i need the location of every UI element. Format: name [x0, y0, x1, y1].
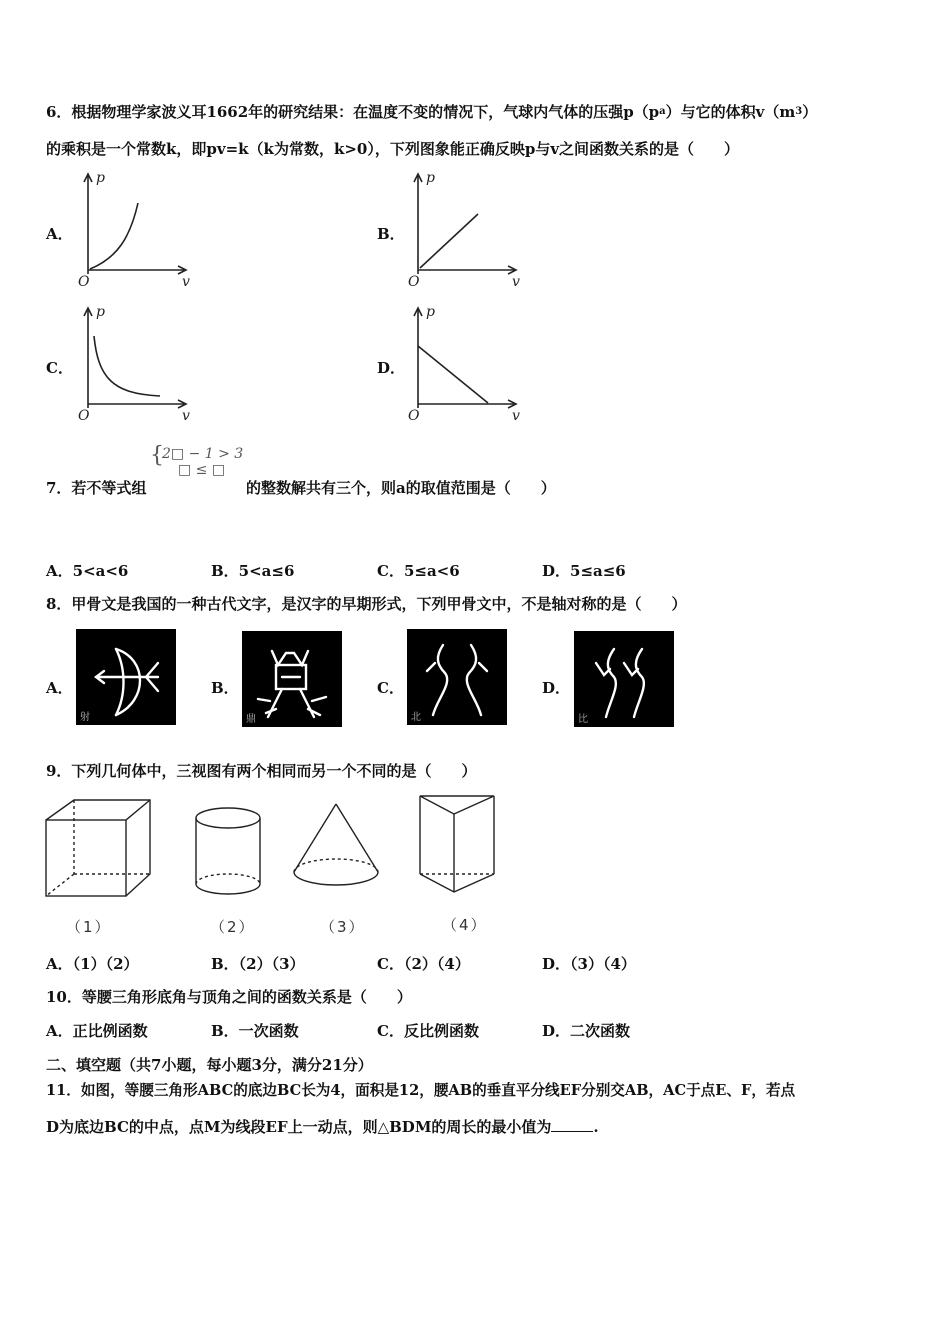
- svg-text:v: v: [512, 274, 520, 290]
- q10-option-b: B．一次函数: [211, 1022, 299, 1040]
- char-label-a: 射: [80, 712, 90, 723]
- q6-option-d-label: D．: [377, 359, 406, 377]
- oracle-image-bi: [574, 631, 674, 727]
- q8-stem: 8．甲骨文是我国的一种古代文字，是汉字的早期形式，下列甲骨文中，不是轴对称的是（ ）: [46, 595, 687, 613]
- q11-stem-line1: 11．如图，等腰三角形ABC的底边BC长为4，面积是12，腰AB的垂直平分线EF分别交AB，AC于点E、F，若点: [46, 1082, 796, 1099]
- svg-text:v: v: [512, 408, 520, 424]
- q9-option-c: C．（2）（4）: [377, 955, 470, 973]
- q10-option-c: C．反比例函数: [377, 1022, 479, 1040]
- q7-inequality-system: { 2□ − 1 > 3 □ ≤ □: [150, 443, 244, 478]
- svg-text:O: O: [408, 408, 420, 424]
- q6-option-a-label: A．: [46, 225, 73, 243]
- answer-blank[interactable]: [551, 1117, 593, 1132]
- q6-graph-b: [402, 168, 532, 290]
- oracle-image-she: [76, 629, 176, 725]
- q7-option-c: C．5≤a<6: [377, 562, 460, 580]
- q10-option-d: D．二次函数: [542, 1022, 631, 1040]
- q6-option-b-label: B．: [377, 225, 405, 243]
- q7-stem-pre: 7．若不等式组: [46, 479, 147, 497]
- char-label-c: 北: [411, 712, 421, 723]
- svg-text:p: p: [96, 304, 105, 320]
- q8-option-b-label: B．: [211, 679, 239, 697]
- solid-cone: [288, 800, 388, 900]
- char-label-d: 比: [578, 714, 588, 725]
- oracle-image-bei: [407, 629, 507, 725]
- q9-option-d: D．（3）（4）: [542, 955, 636, 973]
- caption-3: （3）: [320, 918, 366, 936]
- q9-stem: 9．下列几何体中，三视图有两个相同而另一个不同的是（ ）: [46, 762, 477, 780]
- caption-1: （1）: [66, 918, 112, 936]
- line-proportional: [420, 214, 478, 268]
- svg-text:O: O: [408, 274, 420, 290]
- q6-graph-d: [402, 302, 532, 424]
- svg-text:O: O: [78, 408, 90, 424]
- curve-inverse: [94, 336, 160, 396]
- caption-4: （4）: [442, 916, 488, 934]
- q6-graph-c: [72, 302, 202, 424]
- origin-label: O: [78, 274, 90, 290]
- q6-option-c-label: C．: [46, 359, 73, 377]
- section-2-title: 二、填空题（共7小题，每小题3分，满分21分）: [46, 1056, 373, 1074]
- q8-option-d-label: D．: [542, 679, 571, 697]
- svg-text:p: p: [426, 304, 435, 320]
- caption-2: （2）: [210, 918, 256, 936]
- char-label-b: 鼎: [246, 714, 256, 725]
- q9-option-a: A．（1）（2）: [46, 955, 139, 973]
- q11-stem-line2: D为底边BC的中点，点M为线段EF上一动点，则△BDM的周长的最小值为 .: [46, 1118, 599, 1136]
- solid-cube: [40, 796, 160, 902]
- q7-option-d: D．5≤a≤6: [542, 562, 626, 580]
- solid-cylinder: [190, 804, 270, 904]
- line-decreasing: [418, 346, 488, 403]
- q8-option-c-label: C．: [377, 679, 404, 697]
- q6-stem-line1: 6．根据物理学家波义耳1662年的研究结果：在温度不变的情况下，气球内气体的压强p（pa）与它的体积$v(m^3)$: [46, 103, 818, 121]
- svg-text:v: v: [182, 408, 190, 424]
- oracle-image-ding: [242, 631, 342, 727]
- q7-option-a: A．5<a<6: [46, 562, 129, 580]
- svg-text:p: p: [426, 170, 435, 186]
- q10-option-a: A．正比例函数: [46, 1022, 148, 1040]
- q10-stem: 10．等腰三角形底角与顶角之间的函数关系是（ ）: [46, 988, 412, 1006]
- curve-increasing: [90, 203, 138, 269]
- q6-graph-a: [72, 168, 202, 290]
- q6-stem-line2: 的乘积是一个常数k，即pv=k（k为常数，k>0），下列图象能正确反映p与v之间函数关系的是（ ）: [46, 140, 740, 158]
- axis-y-label: p: [96, 170, 105, 186]
- axis-x-label: v: [182, 274, 190, 290]
- q8-option-a-label: A．: [46, 679, 73, 697]
- q7-stem-post: 的整数解共有三个，则a的取值范围是（ ）: [246, 479, 556, 497]
- q9-option-b: B．（2）（3）: [211, 955, 305, 973]
- solid-prism: [414, 792, 504, 896]
- q7-option-b: B．5<a≤6: [211, 562, 295, 580]
